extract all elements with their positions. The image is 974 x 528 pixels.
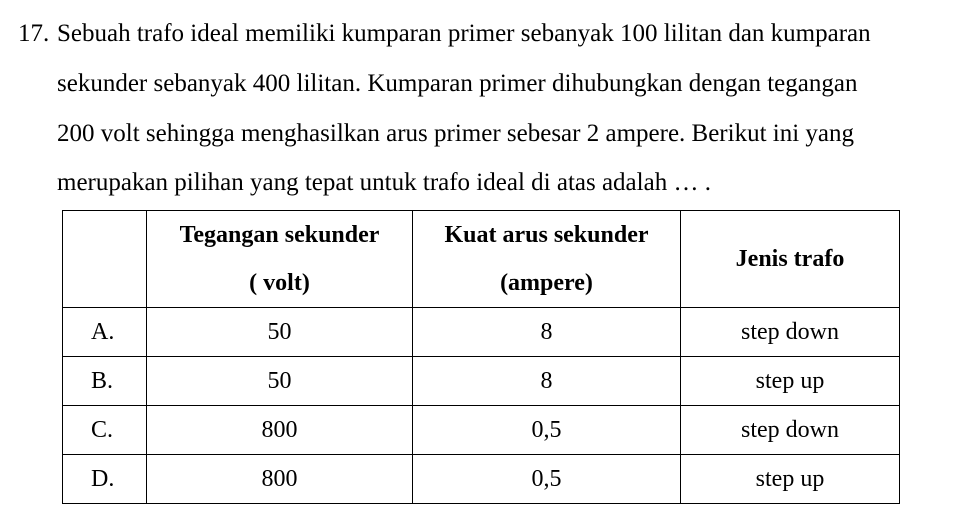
option-voltage: 50 (147, 308, 413, 357)
question-number: 17. (18, 20, 50, 47)
table-row[interactable] (63, 308, 900, 357)
option-key[interactable]: B. (63, 357, 147, 406)
option-key[interactable]: A. (63, 308, 147, 357)
option-voltage: 800 (147, 455, 413, 504)
table-row[interactable] (63, 455, 900, 504)
question-text-line-2: sekunder sebanyak 400 lilitan. Kumparan primer dihubungkan dengan tegangan (57, 70, 858, 97)
option-type: step down (681, 406, 900, 455)
header-empty-cell (63, 211, 147, 308)
question-text-line-1: Sebuah trafo ideal memiliki kumparan primer sebanyak 100 lilitan dan kumparan (57, 20, 871, 47)
option-voltage: 50 (147, 357, 413, 406)
header-current-unit: (ampere) (500, 270, 593, 296)
option-current: 8 (413, 308, 681, 357)
option-type: step up (681, 357, 900, 406)
header-current-title: Kuat arus sekunder (444, 222, 649, 248)
option-current: 0,5 (413, 455, 681, 504)
option-voltage: 800 (147, 406, 413, 455)
table-row[interactable] (63, 357, 900, 406)
option-current: 8 (413, 357, 681, 406)
header-current (413, 211, 681, 308)
option-key[interactable]: C. (63, 406, 147, 455)
question-text-line-3: 200 volt sehingga menghasilkan arus primer sebesar 2 ampere. Berikut ini yang (57, 120, 855, 147)
option-type: step down (681, 308, 900, 357)
header-voltage-title: Tegangan sekunder (179, 222, 380, 248)
answer-options-table (62, 210, 900, 504)
table-row[interactable] (63, 406, 900, 455)
question-text-line-4: merupakan pilihan yang tepat untuk trafo ideal di atas adalah … . (57, 169, 711, 196)
header-voltage-unit: ( volt) (249, 270, 310, 296)
option-current: 0,5 (413, 406, 681, 455)
option-key[interactable]: D. (63, 455, 147, 504)
option-type: step up (681, 455, 900, 504)
question-line-1 (18, 20, 49, 48)
header-voltage (147, 211, 413, 308)
table-header-row (63, 211, 900, 308)
header-type: Jenis trafo (681, 211, 900, 308)
